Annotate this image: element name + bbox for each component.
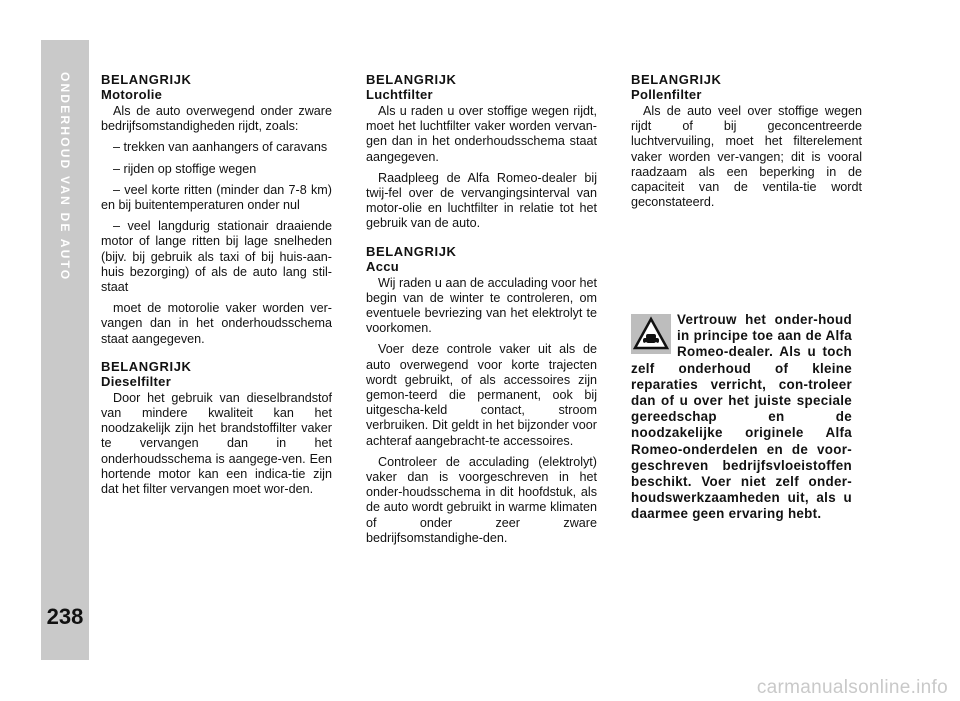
- paragraph: Wij raden u aan de acculading voor het begin van de winter te controleren, om eventuele bevriezing van het elektrolyt te voorkomen.: [366, 275, 597, 336]
- section-heading: BELANGRIJK: [366, 243, 457, 259]
- paragraph: Als de auto overwegend onder zware bedrijfsomstandigheden rijdt, zoals:: [101, 104, 332, 134]
- paragraph: moet de motorolie vaker worden ver-vangen dan in het onderhoudsschema staat aangegeven.: [101, 301, 332, 346]
- paragraph: – veel langdurig stationair draaiende motor of lange ritten bij lage snelheden (bijv. bij gebruik als taxi of bij huis-aan-huis bezorging) of als de auto lang stil-staat: [101, 219, 332, 295]
- warning-box: [631, 312, 852, 523]
- section: [631, 72, 862, 210]
- text-column-3: [631, 72, 862, 222]
- paragraph: – rijden op stoffige wegen: [113, 161, 257, 176]
- section-subheading: Accu: [366, 258, 399, 274]
- section-subheading: Motorolie: [101, 87, 163, 102]
- section-subheading: Luchtfilter: [366, 87, 433, 102]
- section-subheading: Pollenfilter: [631, 87, 702, 102]
- section: [101, 72, 332, 347]
- paragraph: Controleer de acculading (elektrolyt) vaker dan is voorgeschreven in het onder-houdsschema in dit hoofdstuk, als de auto wordt gebruikt in warme klimaten of onder zeer zware bedrijfsomstandighe-den.: [366, 454, 597, 545]
- watermark: carmanualsonline.info: [756, 677, 948, 698]
- text-column-2: [366, 72, 597, 558]
- section-heading: BELANGRIJK: [631, 72, 722, 87]
- paragraph: Als de auto veel over stoffige wegen rijdt of bij geconcentreerde luchtvervuiling, moet het filterelement vaker worden ver-vangen; dit is vooral raadzaam als een beperking in de capaciteit van de ventila-tie wordt geconstateerd.: [631, 104, 862, 210]
- section-heading: BELANGRIJK: [366, 72, 457, 87]
- text-column-1: [101, 72, 332, 509]
- chapter-title-text: ONDERHOUD VAN DE AUTO: [58, 72, 72, 282]
- section: [366, 244, 597, 546]
- paragraph: – veel korte ritten (minder dan 7-8 km) en bij buitentemperaturen onder nul: [101, 182, 332, 213]
- section-heading: BELANGRIJK: [101, 72, 192, 87]
- warning-car-lift-icon: [631, 314, 671, 354]
- section: [101, 359, 332, 497]
- section: [366, 72, 597, 232]
- paragraph: – trekken van aanhangers of caravans: [113, 140, 328, 155]
- paragraph: Als u raden u over stoffige wegen rijdt, moet het luchtfilter vaker worden vervan-gen dan in het onderhoudsschema staat aangegeven.: [366, 104, 597, 164]
- warning-text: Vertrouw het onder-houd in principe toe aan de Alfa Romeo-dealer. Als u toch zelf onderhoud of kleine reparaties verricht, con-troleer dan of u over het juiste speciale gereedschap en de noodzakelijke originele Alfa Romeo-onderdelen en de voor-geschreven bedrijfsvloeistoffen beschikt. Voer niet zelf onder-houdswerkzaamheden uit, als u daarmee geen ervaring hebt.: [631, 312, 852, 522]
- section-subheading: Dieselfilter: [101, 373, 172, 389]
- section-heading: BELANGRIJK: [101, 358, 192, 374]
- page-number: 238: [46, 604, 84, 629]
- paragraph: Door het gebruik van dieselbrandstof van mindere kwaliteit kan het noodzakelijk zijn het brandstoffilter vaker te vervangen dan in het onderhoudsschema is aangege-ven. Een hortende motor kan een indica-tie zijn dat het filter vervangen moet wor-den.: [101, 390, 332, 497]
- paragraph: Raadpleeg de Alfa Romeo-dealer bij twij-fel over de vervangingsinterval van motor-olie en luchtfilter in relatie tot het gebruik van de auto.: [366, 170, 597, 231]
- paragraph: Voer deze controle vaker uit als de auto overwegend voor korte trajecten wordt gebruikt, of als accessoires zijn gemon-teerd die permanent, ook bij uitgescha-keld contact, stroom verbruiken. Dit geldt in het bijzonder voor achteraf aangebracht-te accessoires.: [366, 342, 597, 448]
